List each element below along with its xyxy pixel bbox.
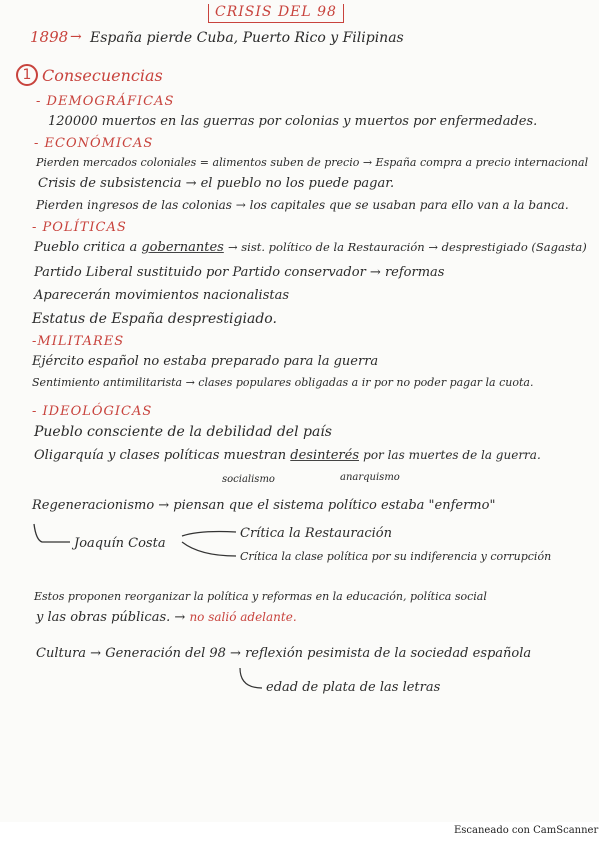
ideologicas-line1: Pueblo consciente de la debilidad del país [34,424,332,440]
ideologicas-sub-socialismo: socialismo [222,474,275,485]
ideologicas-heading: - IDEOLÓGICAS [32,404,153,419]
regeneracionismo-branch2: Crítica la clase política por su indiferencia y corrupción [240,550,552,563]
scanner-watermark: Escaneado con CamScanner [454,825,599,836]
politicas-heading: - POLÍTICAS [32,220,127,235]
page-title: CRISIS DEL 98 [208,4,344,23]
politicas-line3: Aparecerán movimientos nacionalistas [34,288,290,303]
politicas-line1-underlined: gobernantes [141,240,224,255]
branch2-arrow-icon [182,542,236,556]
section-heading: Consecuencias [42,66,163,85]
politicas-line2: Partido Liberal sustituido por Partido conservador → reformas [34,265,445,280]
politicas-line1-a: Pueblo critica a [34,240,138,255]
economicas-line1: Pierden mercados coloniales = alimentos suben de precio → España compra a precio internacional [36,156,589,169]
ideologicas-line2-a: Oligarquía y clases políticas muestran [34,448,287,463]
economicas-heading: - ECONÓMICAS [34,136,154,151]
demograficas-heading: - DEMOGRÁFICAS [36,94,175,109]
propuestas-line2-a: y las obras públicas. → [36,610,186,625]
militares-line1: Ejército español no estaba preparado para la guerra [32,354,379,369]
politicas-line4: Estatus de España desprestigiado. [32,311,277,327]
politicas-line1-c: → sist. político de la Restauración → desprestigiado (Sagasta) [227,240,587,254]
costa-arrow-icon [34,524,70,542]
intro-text: España pierde Cuba, Puerto Rico y Filipinas [90,30,404,46]
militares-line2: Sentimiento antimilitarista → clases populares obligadas a ir por no poder pagar la cuota. [32,376,534,389]
intro-year: 1898 [30,28,69,46]
propuestas-line2-red: no salió adelante. [189,610,297,624]
cultura-line1: Cultura → Generación del 98 → reflexión pesimista de la sociedad española [36,646,532,661]
regeneracionismo-line1: Regeneracionismo → piensan que el sistema político estaba "enfermo" [32,498,496,513]
intro-arrow: → [70,29,82,45]
cultura-arrow-icon [240,668,262,688]
cultura-line2: edad de plata de las letras [266,680,441,695]
economicas-line2: Crisis de subsistencia → el pueblo no los puede pagar. [38,176,395,191]
ideologicas-line2-underlined: desinterés [290,448,359,463]
ideologicas-sub-anarquismo: anarquismo [340,472,400,483]
militares-heading: -MILITARES [32,334,125,349]
propuestas-line1: Estos proponen reorganizar la política y reformas en la educación, política social [34,590,487,603]
regeneracionismo-branch1: Crítica la Restauración [240,526,393,541]
ideologicas-line2-c: por las muertes de la guerra. [363,448,541,462]
section-number-circle: 1 [16,64,38,86]
demograficas-line1: 120000 muertos en las guerras por colonias y muertos por enfermedades. [48,114,538,129]
economicas-line3: Pierden ingresos de las colonias → los capitales que se usaban para ello van a la banca. [36,198,569,212]
regeneracionismo-costa: Joaquín Costa [74,536,166,551]
branch1-arrow-icon [182,532,236,537]
